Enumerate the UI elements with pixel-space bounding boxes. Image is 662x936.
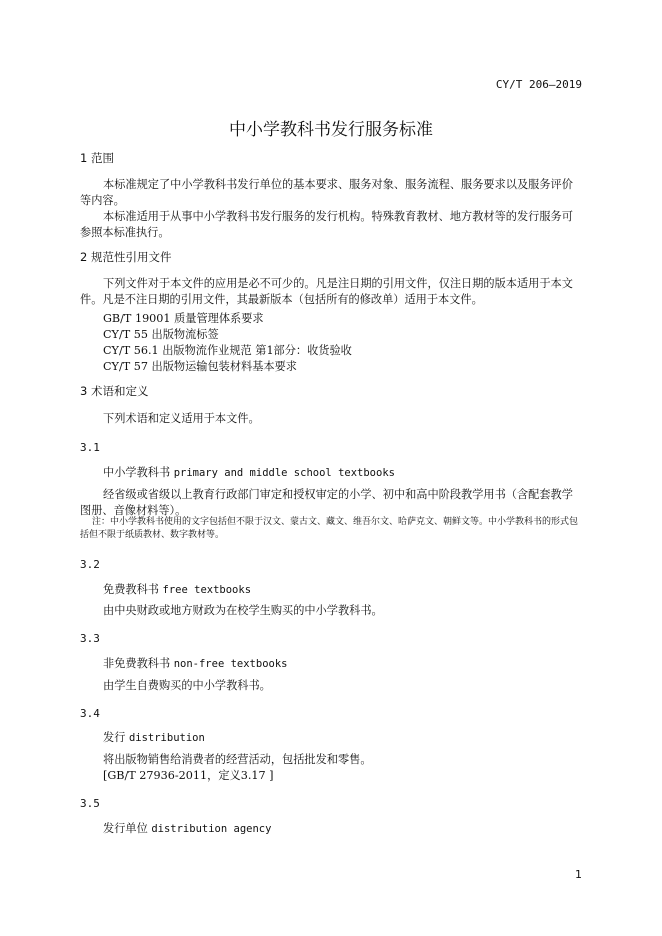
term-zh: 发行: [103, 731, 126, 744]
term-zh: 发行单位: [103, 822, 148, 835]
section-1-para-2: 本标准适用于从事中小学教科书发行服务的发行机构。特殊教育教材、地方教材等的发行服务可参照本标准执行。: [80, 210, 573, 239]
reference-item: GB/T 19001 质量管理体系要求: [103, 312, 264, 325]
term-en: primary and middle school textbooks: [173, 467, 395, 479]
reference-item: CY/T 56.1 出版物流作业规范 第1部分：收货验收: [103, 344, 352, 357]
reference-item: CY/T 57 出版物运输包装材料基本要求: [103, 360, 297, 373]
term-en: distribution agency: [151, 823, 272, 835]
term-zh: 中小学教科书: [103, 466, 171, 479]
term-heading: [103, 581, 251, 597]
term-number: 3.5: [80, 797, 100, 810]
doc-number: CY/T 206—2019: [495, 78, 582, 91]
section-1-heading: 1 范围: [80, 151, 114, 165]
term-number: 3.1: [80, 441, 100, 454]
section-3-intro: 下列术语和定义适用于本文件。: [103, 412, 260, 425]
term-source: [GB/T 27936-2011，定义3.17 ]: [103, 769, 274, 782]
term-definition: 由中央财政或地方财政为在校学生购买的中小学教科书。: [103, 604, 383, 617]
reference-item: CY/T 55 出版物流标签: [103, 328, 219, 341]
term-en: distribution: [128, 732, 205, 744]
term-heading: [103, 464, 395, 480]
term-definition: 将出版物销售给消费者的经营活动，包括批发和零售。: [103, 753, 372, 766]
term-zh: 非免费教科书: [103, 657, 171, 670]
term-en: non-free textbooks: [173, 658, 288, 670]
term-number: 3.3: [80, 632, 100, 645]
term-zh: 免费教科书: [103, 583, 159, 596]
document-title: 中小学教科书发行服务标准: [229, 120, 433, 140]
section-2-heading: 2 规范性引用文件: [80, 250, 172, 264]
term-heading: [103, 820, 271, 836]
section-1-para-1: 本标准规定了中小学教科书发行单位的基本要求、服务对象、服务流程、服务要求以及服务评价等内容。: [80, 178, 573, 207]
term-heading: [103, 729, 205, 745]
term-en: free textbooks: [162, 584, 252, 596]
term-note: 注：中小学教科书使用的文字包括但不限于汉文、蒙古文、藏文、维吾尔文、哈萨克文、朝鲜文等。中小学教科书的形式包括但不限于纸质教材、数字教材等。: [80, 517, 579, 540]
section-2-para: 下列文件对于本文件的应用是必不可少的。凡是注日期的引用文件，仅注日期的版本适用于本文件。凡是不注日期的引用文件，其最新版本（包括所有的修改单）适用于本文件。: [80, 277, 573, 306]
section-3-heading: 3 术语和定义: [80, 384, 149, 398]
term-heading: [103, 655, 288, 671]
term-number: 3.4: [80, 707, 100, 720]
term-number: 3.2: [80, 558, 100, 571]
term-definition: 由学生自费购买的中小学教科书。: [103, 679, 271, 692]
term-definition: 经省级或省级以上教育行政部门审定和授权审定的小学、初中和高中阶段教学用书（含配套教学图册、音像材料等）。: [80, 488, 573, 517]
page-number: 1: [575, 868, 582, 881]
